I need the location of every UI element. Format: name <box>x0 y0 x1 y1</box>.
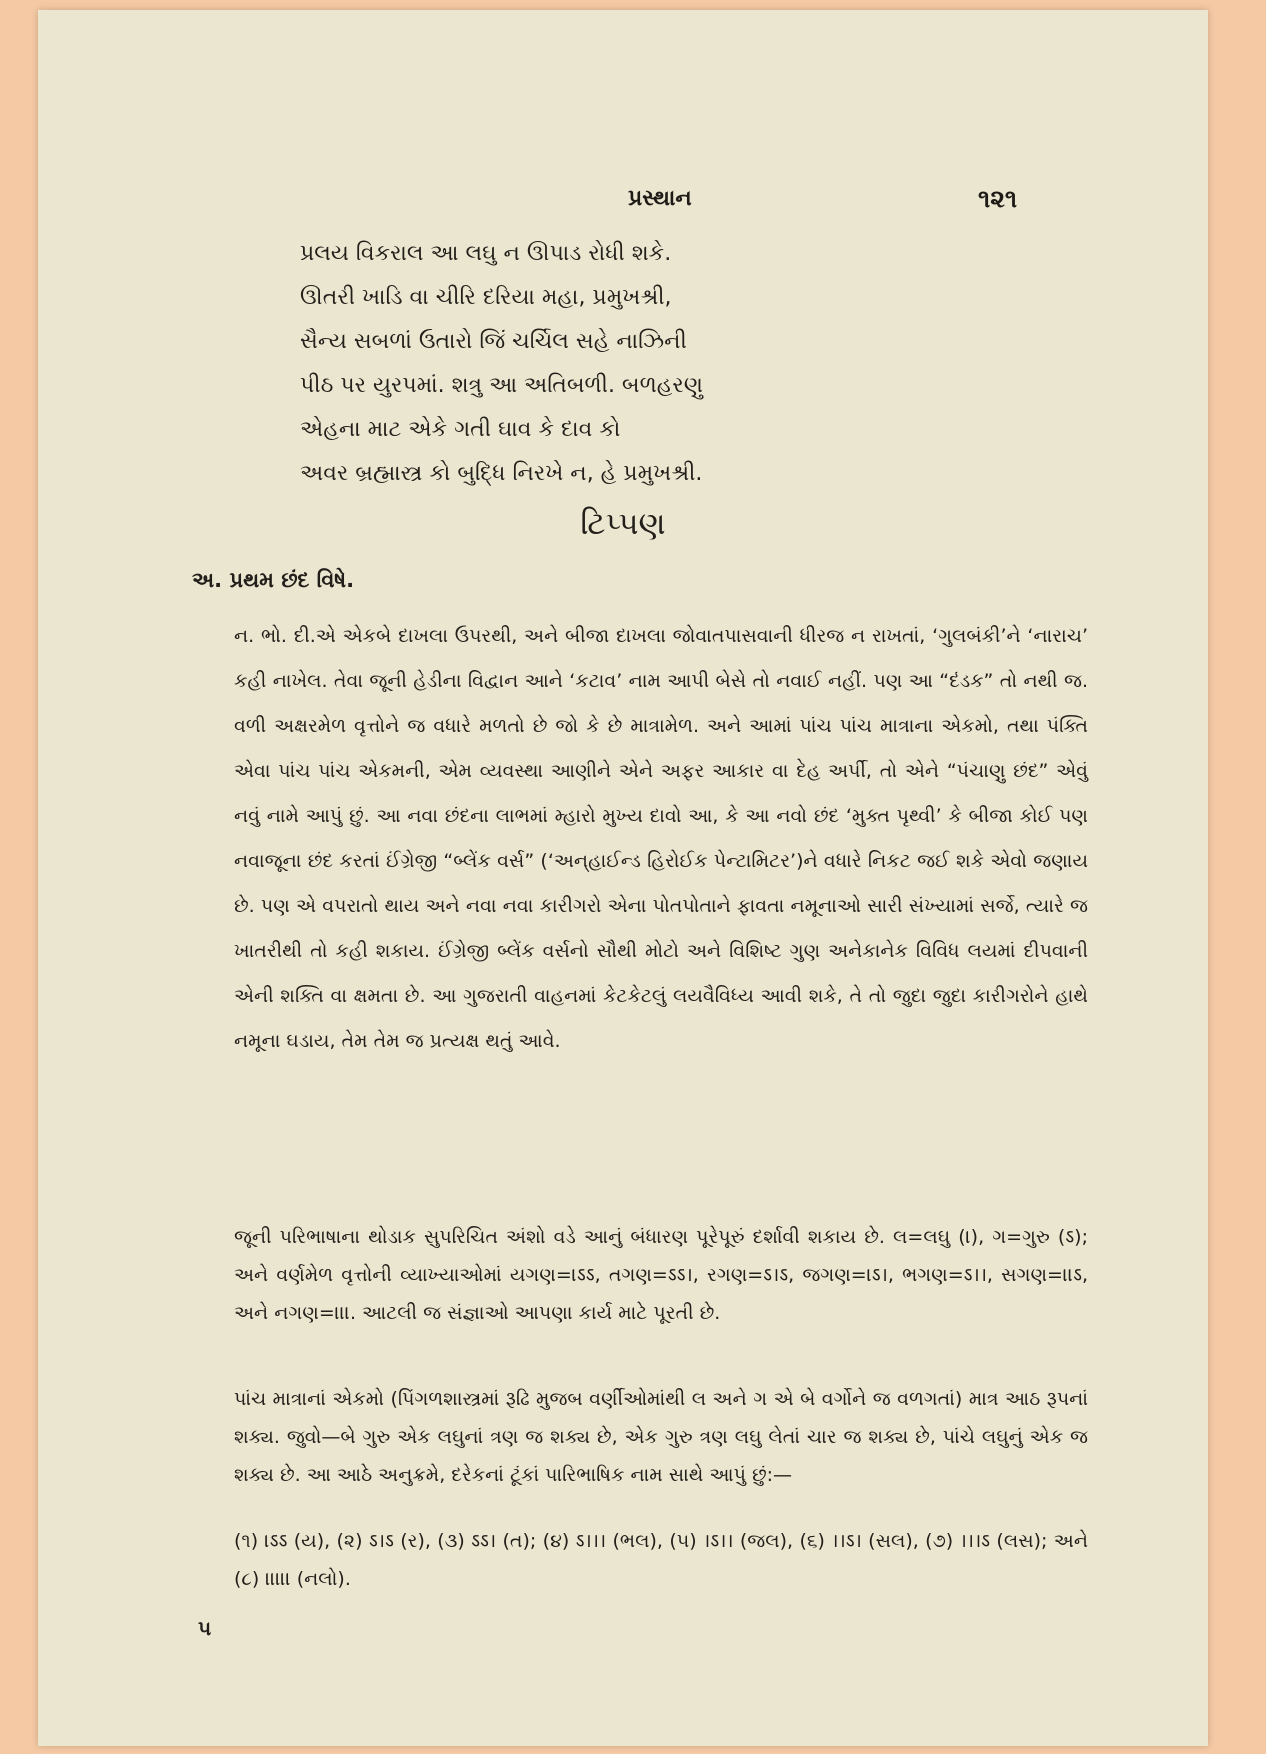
paragraph-text: જૂની પરિભાષાના થોડાક સુપરિચિત અંશો વડે આનું બંધારણ પૂરેપૂરું દર્શાવી શકાય છે. લ=લઘુ (।), ગ=ગુરુ (ऽ); અને વર્ણમેળ વૃત્તોની વ્યાખ્યાઓમાં યગણ=।ऽऽ, તગણ=ऽऽ।, રગણ=ऽ।ऽ, જગણ=।ऽ।, ભગણ=ऽ।।, સગણ=।।ऽ, અને નગણ=।।।. આટલી જ સંજ્ઞાઓ આપણા કાર્ય માટે પૂરતી છે. <box>234 1226 1088 1324</box>
notes-paragraph-4 <box>188 1522 1088 1598</box>
verse-line: એહના માટ એકે ગતી ઘાવ કે દાવ કો <box>300 417 621 442</box>
running-head: પ્રસ્થાન <box>628 186 692 211</box>
verse-line: પ્રલય વિકરાલ આ લઘુ ન ઊપાડ રોધી શકે. <box>300 241 672 266</box>
notes-paragraph-1 <box>188 614 1088 1064</box>
notes-subheading: અ. પ્રથમ છંદ વિષે. <box>192 568 355 592</box>
verse-block <box>300 232 920 496</box>
page-number: ૧૨૧ <box>978 184 1018 213</box>
verse-line: પીઠ પર યુરપમાં. શત્રુ આ અતિબળી. બળહરણુ <box>300 373 703 398</box>
verse-line: સૈન્ય સબળાં ઉતારો જિં ચર્ચિલ સહે નાઝિની <box>300 329 687 354</box>
signature-mark: ૫ <box>198 1616 212 1640</box>
paragraph-text: (૧) ।ऽऽ (ય), (૨) ऽ।ऽ (ર), (૩) ऽऽ। (ત); (૪) ऽ।।। (ભલ), (૫) ।ऽ।। (જલ), (૬) ।।ऽ। (સલ), (૭) ।।।ऽ (લસ); અને (૮) ।।।।। (નલો). <box>234 1530 1088 1590</box>
paragraph-text: ન. ભો. દી.એ એકબે દાખલા ઉપરથી, અને બીજા દાખલા જોવાતપાસવાની ધીરજ ન રાખતાં, ‘ગુલબંકી’ને ‘નારાચ’ કહી નાખેલ. તેવા જૂની હેડીના વિદ્વાન આને ‘કટાવ’ નામ આપી બેસે તો નવાઈ નહીં. પણ આ “દંડક” તો નથી જ. વળી અક્ષરમેળ વૃત્તોને જ વધારે મળતો છે જો કે છે માત્રામેળ. અને આમાં પાંચ પાંચ માત્રાના એકમો, તથા પંક્તિ એવા પાંચ પાંચ એકમની, એમ વ્યવસ્થા આણીને એને અફર આકાર વા દેહ અર્પી, તો એને “પંચાણુ છંદ” એવું નવું નામે આપું છું. આ નવા છંદના લાભમાં મ્હારો મુખ્ય દાવો આ, કે આ નવો છંદ ‘મુક્ત પૃથ્વી’ કે બીજા કોઈ પણ નવાજૂના છંદ કરતાં ઈંગ્રેજી “બ્લેંક વર્સ” (‘અન્‌હાઈન્ડ હિરોઈક પેન્ટામિટર’)ને વધારે નિકટ જઈ શકે એવો જણાય છે. પણ એ વપરાતો થાય અને નવા નવા કારીગરો એના પોતપોતાને ફાવતા નમૂનાઓ સારી સંખ્યામાં સર્જે, ત્યારે જ ખાતરીથી તો કહી શકાય. ઈંગ્રેજી બ્લેંક વર્સનો સૌથી મોટો અને વિશિષ્ટ ગુણ અનેકાનેક વિવિધ લયમાં દીપવાની એની શક્તિ વા ક્ષમતા છે. આ ગુજરાતી વાહનમાં કેટકેટલું લયવૈવિધ્ય આવી શકે, તે તો જુદા જુદા કારીગરોને હાથે નમૂના ઘડાય, તેમ તેમ જ પ્રત્યક્ષ થતું આવે. <box>234 625 1088 1052</box>
document-page <box>38 10 1208 1746</box>
notes-paragraph-3 <box>188 1380 1088 1494</box>
notes-title: ટિપ્પણ <box>580 506 666 542</box>
notes-paragraph-2 <box>188 1218 1088 1332</box>
verse-line: અવર બ્રહ્માસ્ત્ર કો બુદ્ધિ નિરખે ન, હે પ્રમુખશ્રી. <box>300 461 703 486</box>
paragraph-text: પાંચ માત્રાનાં એકમો (પિંગળશાસ્ત્રમાં રૂઢિ મુજબ વર્ણીઓમાંથી લ અને ગ એ બે વર્ગોને જ વળગતાં) માત્ર આઠ રૂપનાં શક્ય. જુવો—બે ગુરુ એક લઘુનાં ત્રણ જ શક્ય છે, એક ગુરુ ત્રણ લઘુ લેતાં ચાર જ શક્ય છે, પાંચે લઘુનું એક જ શક્ય છે. આ આઠે અનુક્રમે, દરેકનાં ટૂંકાં પારિભાષિક નામ સાથે આપું છું:— <box>234 1388 1088 1486</box>
verse-line: ઊતરી ખાડિ વા ચીરિ દરિયા મહા, પ્રમુખશ્રી, <box>300 285 672 310</box>
